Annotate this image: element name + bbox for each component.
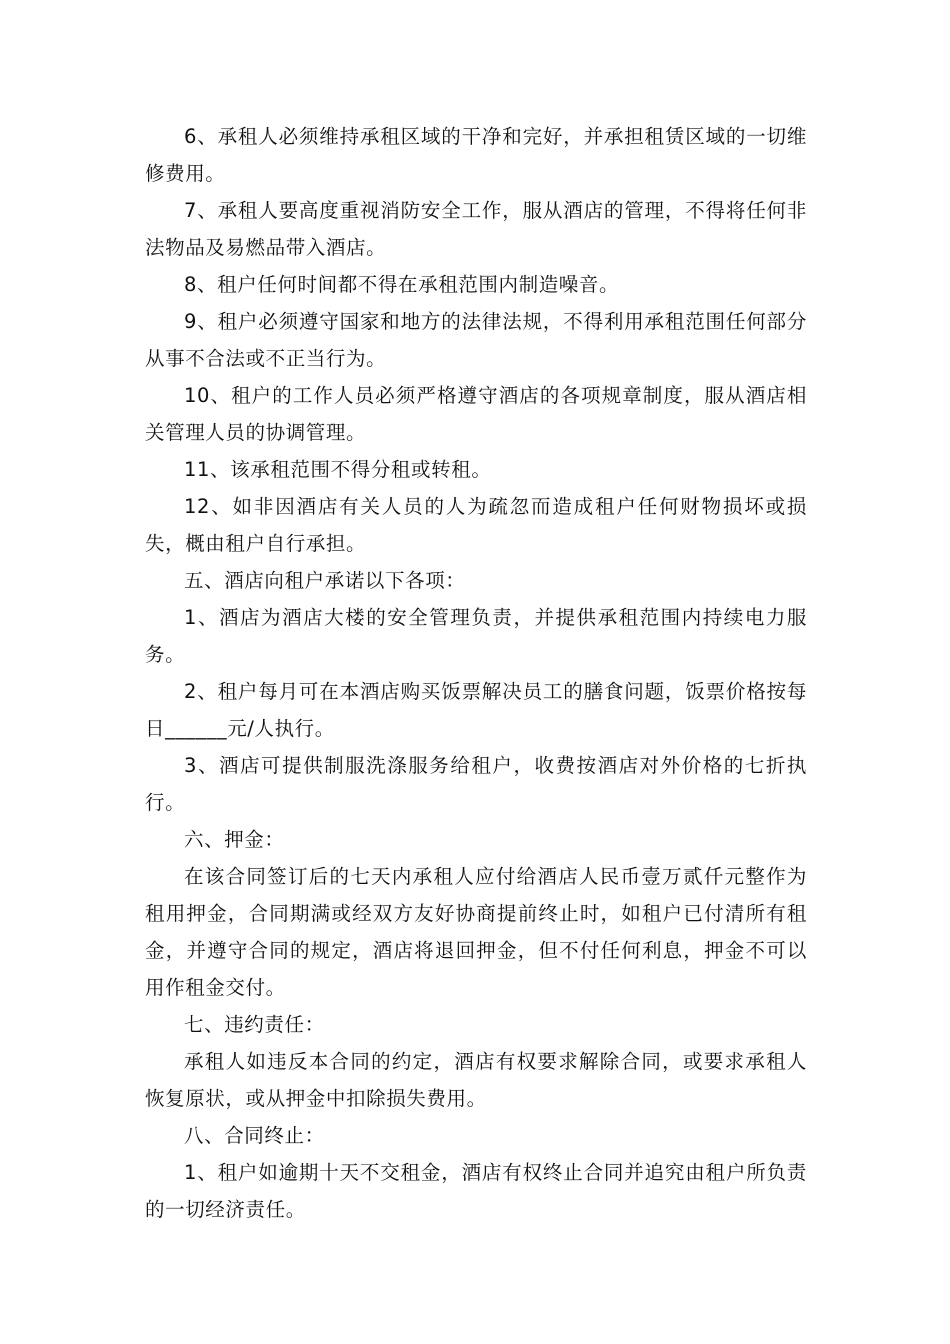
clause-8: 8、租户任何时间都不得在承租范围内制造噪音。 bbox=[184, 273, 620, 296]
clause-10: 10、租户的工作人员必须严格遵守酒店的各项规章制度，服从酒店相关管理人员的协调管理。 bbox=[145, 384, 807, 444]
section-heading-5: 五、酒店向租户承诺以下各项： bbox=[184, 569, 466, 592]
deposit-clause: 在该合同签订后的七天内承租人应付给酒店人民币壹万贰仟元整作为租用押金，合同期满或经双方友好协商提前终止时，如租户已付清所有租金，并遵守合同的规定，酒店将退回押金，但不付任何利息，押金不可以用作租金交付。 bbox=[145, 865, 807, 999]
section-heading-6: 六、押金： bbox=[184, 828, 285, 851]
clause-7: 7、承租人要高度重视消防安全工作，服从酒店的管理，不得将任何非法物品及易燃品带入酒店。 bbox=[145, 199, 807, 259]
hotel-commitment-3: 3、酒店可提供制服洗涤服务给租户，收费按酒店对外价格的七折执行。 bbox=[145, 754, 807, 814]
clause-11: 11、该承租范围不得分租或转租。 bbox=[184, 458, 492, 481]
section-heading-8: 八、合同终止： bbox=[184, 1124, 325, 1147]
termination-clause-1: 1、租户如逾期十天不交租金，酒店有权终止合同并追究由租户所负责的一切经济责任。 bbox=[145, 1161, 807, 1221]
clause-9: 9、租户必须遵守国家和地方的法律法规，不得利用承租范围任何部分从事不合法或不正当行为。 bbox=[145, 310, 807, 370]
breach-clause: 承租人如违反本合同的约定，酒店有权要求解除合同，或要求承租人恢复原状，或从押金中扣除损失费用。 bbox=[145, 1050, 807, 1110]
section-heading-7: 七、违约责任： bbox=[184, 1013, 325, 1036]
hotel-commitment-2: 2、租户每月可在本酒店购买饭票解决员工的膳食问题，饭票价格按每日______元/人执行。 bbox=[145, 680, 807, 740]
hotel-commitment-1: 1、酒店为酒店大楼的安全管理负责，并提供承租范围内持续电力服务。 bbox=[145, 606, 807, 666]
clause-12: 12、如非因酒店有关人员的人为疏忽而造成租户任何财物损坏或损失，概由租户自行承担。 bbox=[145, 495, 807, 555]
document-body bbox=[145, 118, 807, 1228]
clause-6: 6、承租人必须维持承租区域的干净和完好，并承担租赁区域的一切维修费用。 bbox=[145, 125, 807, 185]
